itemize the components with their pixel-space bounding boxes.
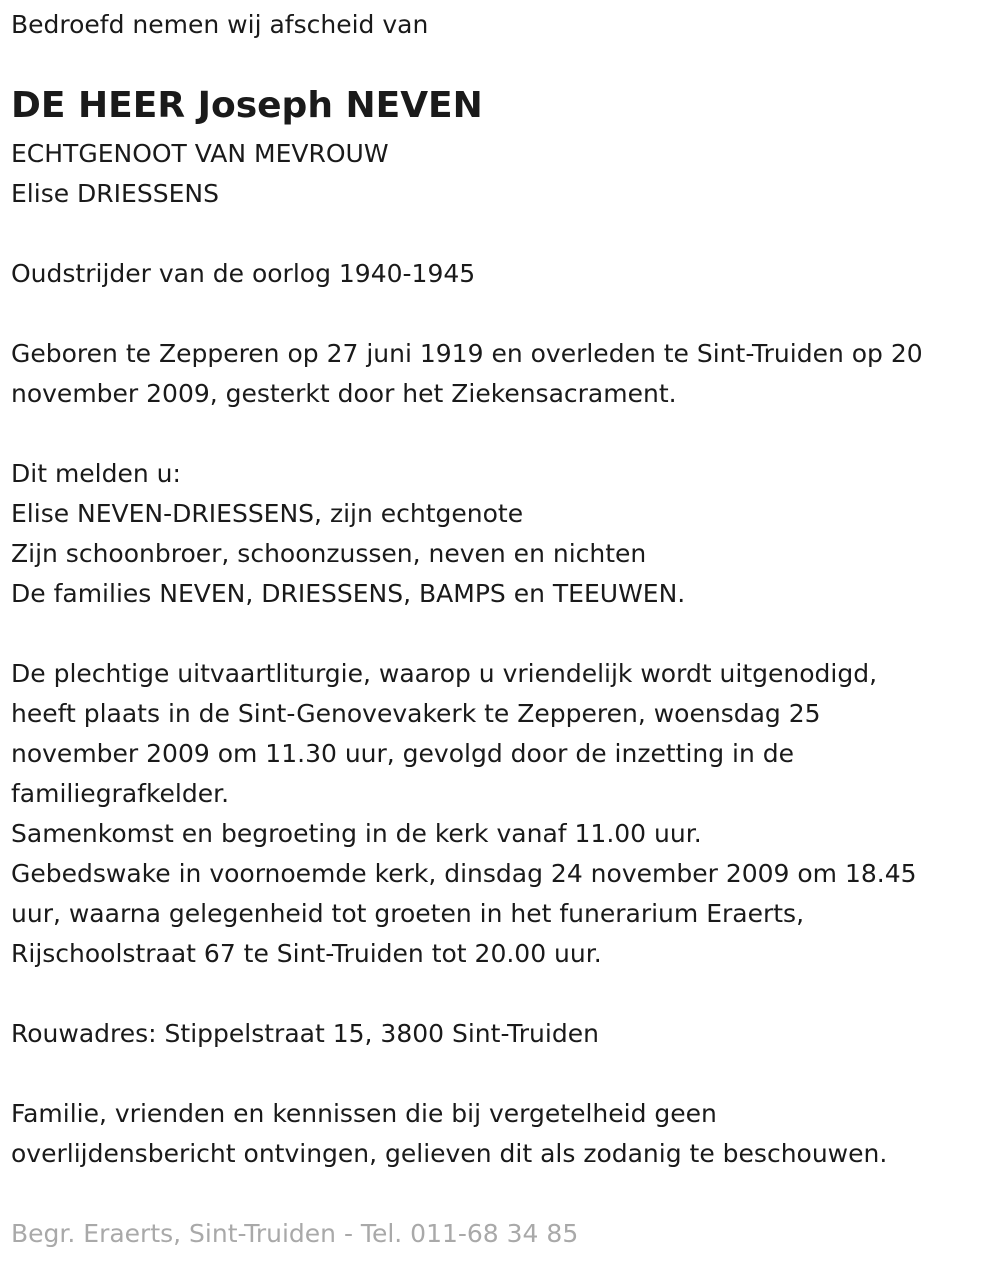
announcer-line: Elise NEVEN-DRIESSENS, zijn echtgenote <box>11 499 524 528</box>
spouse-block <box>11 134 389 214</box>
birth-death-line: november 2009, gesterkt door het Ziekensacrament. <box>11 379 677 408</box>
funeral-line: heeft plaats in de Sint-Genovevakerk te Zepperen, woensdag 25 <box>11 699 821 728</box>
funeral-line: De plechtige uitvaartliturgie, waarop u vriendelijk wordt uitgenodigd, <box>11 659 878 688</box>
birth-death-line: Geboren te Zepperen op 27 juni 1919 en overleden te Sint-Truiden op 20 <box>11 339 923 368</box>
announcer-line: Zijn schoonbroer, schoonzussen, neven en nichten <box>11 539 647 568</box>
funeral-line: november 2009 om 11.30 uur, gevolgd door de inzetting in de <box>11 739 795 768</box>
funeral-block <box>11 654 917 974</box>
mourning-address-block <box>11 1014 599 1054</box>
spouse-title: ECHTGENOOT VAN MEVROUW <box>11 139 389 168</box>
veteran-block <box>11 254 475 294</box>
undertaker-footer: Begr. Eraerts, Sint-Truiden - Tel. 011-68 34 85 <box>11 1219 579 1248</box>
notice-line: Familie, vrienden en kennissen die bij vergetelheid geen <box>11 1099 717 1128</box>
birth-death-block <box>11 334 923 414</box>
funeral-line: familiegrafkelder. <box>11 779 230 808</box>
funeral-line: Gebedswake in voornoemde kerk, dinsdag 24 november 2009 om 18.45 <box>11 859 917 888</box>
notice-block <box>11 1094 887 1174</box>
deceased-name: DE HEER Joseph NEVEN <box>11 85 483 126</box>
funeral-line: Samenkomst en begroeting in de kerk vanaf 11.00 uur. <box>11 819 702 848</box>
mourning-address: Rouwadres: Stippelstraat 15, 3800 Sint-Truiden <box>11 1019 599 1048</box>
spouse-name: Elise DRIESSENS <box>11 179 219 208</box>
intro-text: Bedroefd nemen wij afscheid van <box>11 10 429 39</box>
notice-line: overlijdensbericht ontvingen, gelieven dit als zodanig te beschouwen. <box>11 1139 888 1168</box>
announcers-block <box>11 454 685 614</box>
announcer-line: De families NEVEN, DRIESSENS, BAMPS en TEEUWEN. <box>11 579 686 608</box>
announcers-heading: Dit melden u: <box>11 459 181 488</box>
funeral-line: Rijschoolstraat 67 te Sint-Truiden tot 20.00 uur. <box>11 939 602 968</box>
funeral-line: uur, waarna gelegenheid tot groeten in het funerarium Eraerts, <box>11 899 805 928</box>
veteran-text: Oudstrijder van de oorlog 1940-1945 <box>11 259 476 288</box>
